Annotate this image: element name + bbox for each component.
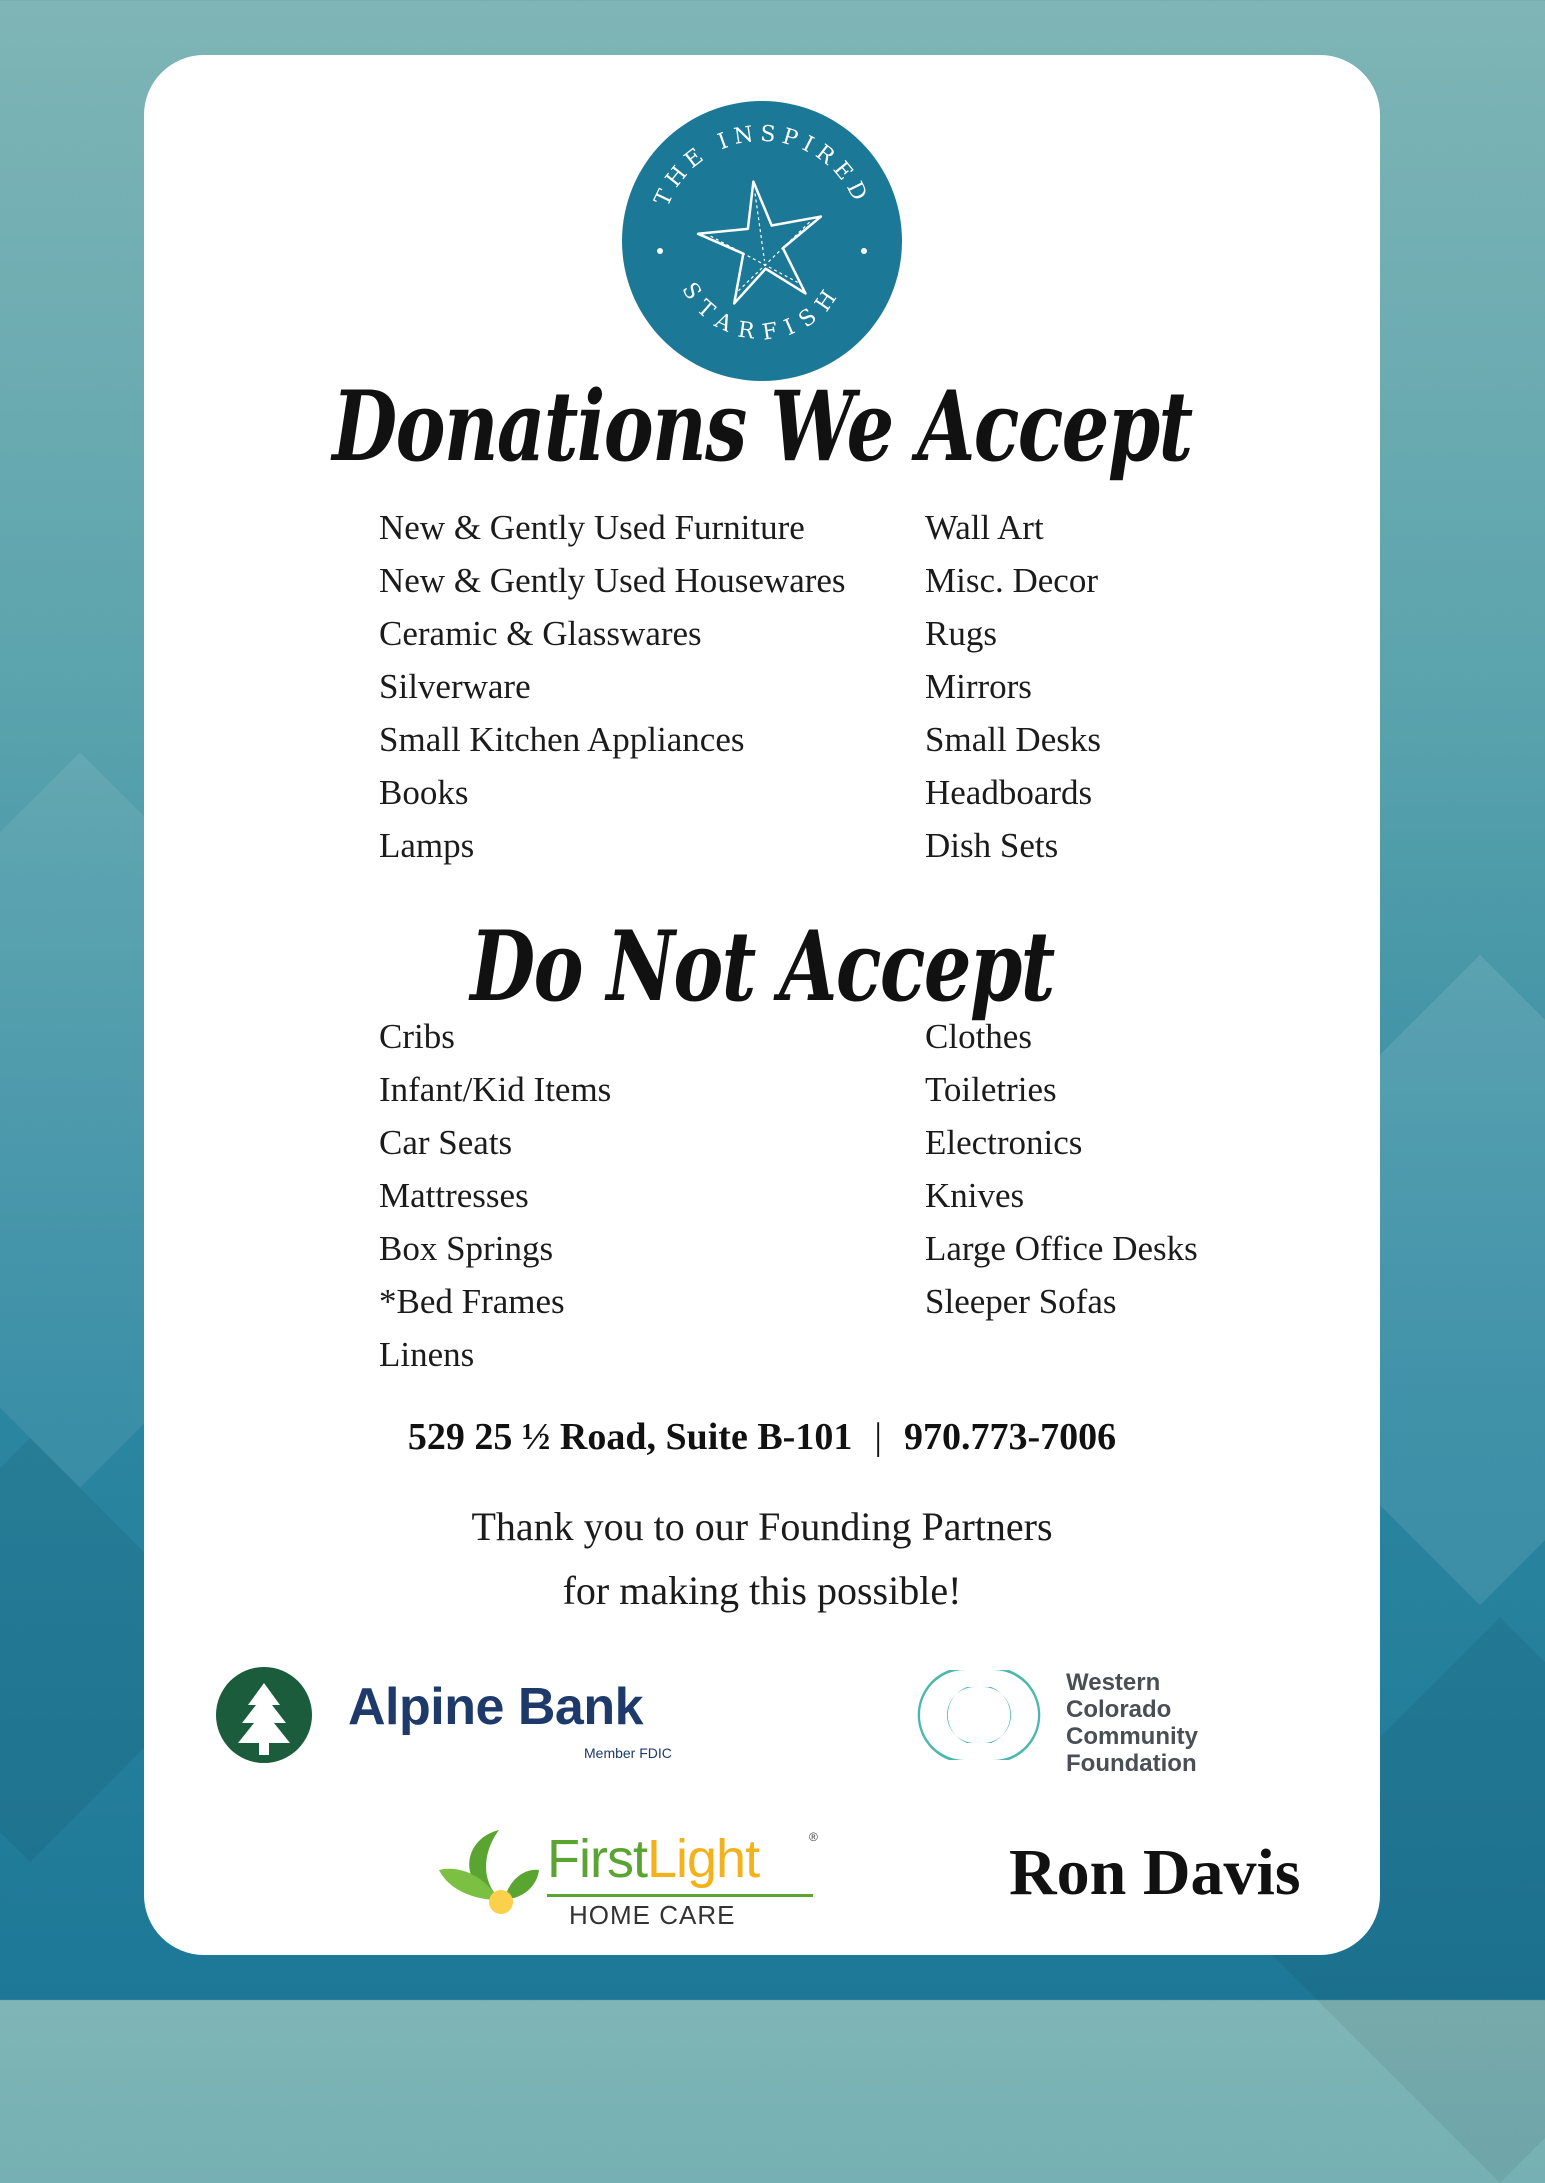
- firstlight-logo: [429, 1820, 829, 1940]
- list-item: Infant/Kid Items: [379, 1070, 612, 1109]
- not-accept-list-left: [379, 1010, 611, 1381]
- list-item: Large Office Desks: [925, 1229, 1198, 1268]
- list-item: Wall Art: [925, 508, 1044, 547]
- logo-bottom-text: STARFISH: [676, 278, 848, 346]
- list-item: New & Gently Used Furniture: [379, 508, 805, 547]
- firstlight-name: FirstLight: [547, 1829, 760, 1889]
- list-item: *Bed Frames: [379, 1282, 565, 1321]
- list-item: Electronics: [925, 1123, 1083, 1162]
- phone-number: 970.773-7006: [903, 1416, 1117, 1458]
- list-item: Clothes: [925, 1017, 1032, 1056]
- thanks-line-1: Thank you to our Founding Partners: [471, 1504, 1053, 1549]
- list-item: Car Seats: [379, 1123, 513, 1162]
- not-accept-title: Do Not Accept: [470, 910, 1054, 1023]
- address: 529 25 ½ Road, Suite B-101: [407, 1416, 853, 1458]
- list-item: Books: [379, 773, 469, 812]
- list-item: Misc. Decor: [925, 561, 1099, 600]
- alpine-bank-logo: [214, 1665, 714, 1775]
- wccf-emblem-icon: [909, 1665, 1049, 1765]
- flyer-card: [144, 55, 1380, 1955]
- thanks-message: [144, 1495, 1380, 1623]
- divider: [547, 1894, 813, 1897]
- inspired-starfish-logo: [622, 101, 902, 381]
- accept-title: Donations We Accept: [332, 370, 1192, 483]
- list-item: Silverware: [379, 667, 531, 706]
- list-item: Knives: [925, 1176, 1025, 1215]
- list-item: Rugs: [925, 614, 997, 653]
- list-item: Ceramic & Glasswares: [379, 614, 702, 653]
- list-item: Box Springs: [379, 1229, 554, 1268]
- list-item: Headboards: [925, 773, 1093, 812]
- list-item: Mattresses: [379, 1176, 529, 1215]
- list-item: Toiletries: [925, 1070, 1057, 1109]
- not-accept-list-right: [925, 1010, 1198, 1328]
- contact-line: [144, 1415, 1380, 1459]
- logo-top-text: THE INSPIRED: [650, 121, 874, 211]
- accept-list-left: [379, 501, 846, 872]
- registered-mark: ®: [809, 1830, 818, 1844]
- list-item: Linens: [379, 1335, 475, 1374]
- tree-icon: [214, 1665, 314, 1765]
- list-item: Mirrors: [925, 667, 1032, 706]
- alpine-bank-subtitle: Member FDIC: [584, 1745, 672, 1761]
- alpine-bank-name: Alpine Bank: [348, 1678, 643, 1736]
- contact-separator: |: [874, 1416, 882, 1458]
- list-item: Cribs: [379, 1017, 455, 1056]
- wccf-name: Western Colorado Community Foundation: [1066, 1669, 1198, 1777]
- leaf-icon: [429, 1820, 549, 1930]
- accept-list-right: [925, 501, 1101, 872]
- list-item: New & Gently Used Housewares: [379, 561, 846, 600]
- list-item: Lamps: [379, 826, 475, 865]
- wccf-logo: [909, 1661, 1229, 1777]
- list-item: Small Desks: [925, 720, 1101, 759]
- thanks-line-2: for making this possible!: [562, 1568, 962, 1613]
- ron-davis-name: Ron Davis: [1009, 1836, 1301, 1909]
- list-item: Small Kitchen Appliances: [379, 720, 745, 759]
- list-item: Dish Sets: [925, 826, 1059, 865]
- firstlight-subtitle: HOME CARE: [569, 1900, 736, 1930]
- list-item: Sleeper Sofas: [925, 1282, 1117, 1321]
